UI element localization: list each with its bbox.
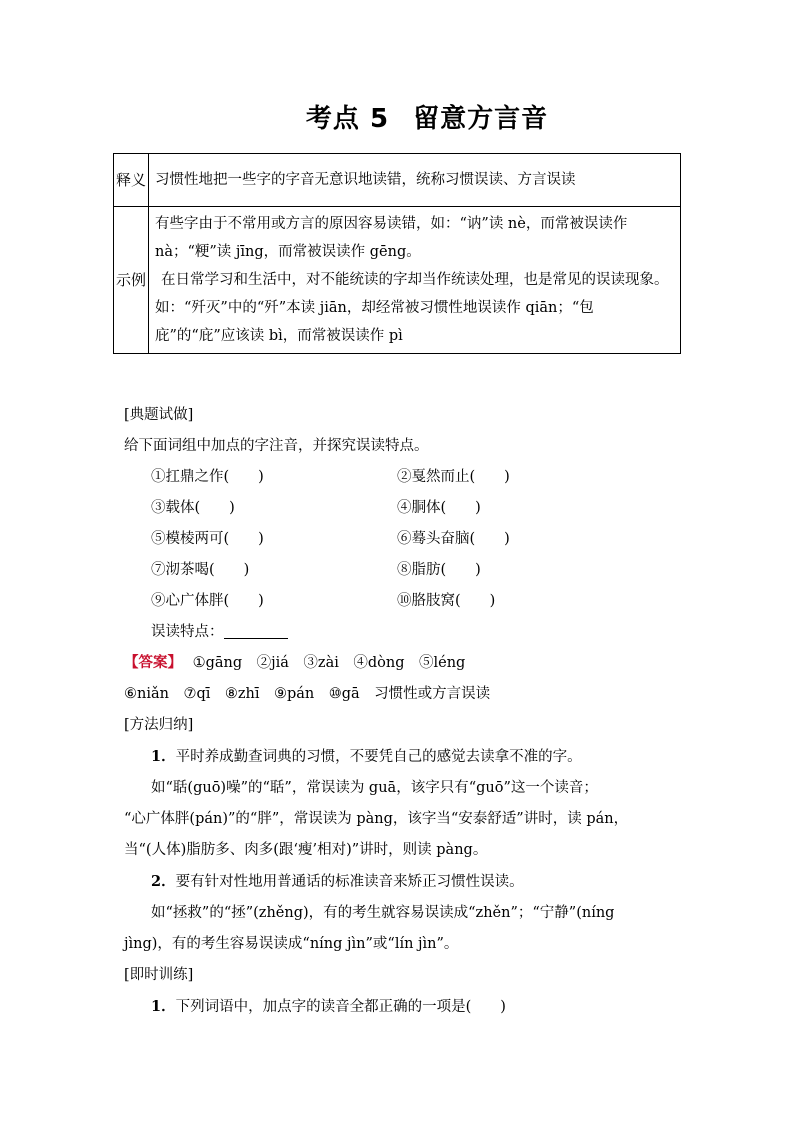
answer-blank[interactable] — [224, 622, 288, 639]
practice-item: ⑨心广体胖( ) — [151, 593, 264, 609]
practice-item: ⑦沏茶喝( ) — [151, 562, 250, 578]
method-point-1-example-2: “心广体胖(pán)”的“胖”，常误读为 pàng，该字当“安泰舒适”讲时，读 pán， — [124, 811, 629, 827]
practice-item: ⑥蓦头奋脑( ) — [397, 531, 510, 547]
feature-line — [124, 617, 684, 648]
definition-body: 习惯性地把一些字的字音无意识地读错，统称习惯误读、方言误读 — [155, 172, 576, 188]
method-point-1-number: 1． — [151, 748, 176, 765]
practice-row — [124, 524, 684, 555]
practice-row — [124, 586, 684, 617]
practice-item: ⑧脂肪( ) — [397, 562, 481, 578]
practice-item: ②戛然而止( ) — [397, 469, 510, 485]
drill-question-1-text: 下列词语中，加点字的读音全都正确的一项是( ) — [175, 999, 506, 1015]
title-part1: 考点 5 — [305, 104, 390, 134]
title-part2: 留意方言音 — [413, 104, 549, 134]
example-row — [114, 207, 681, 354]
method-heading: [方法归纳] — [124, 717, 194, 733]
practice-item: ③载体( ) — [151, 500, 235, 516]
feature-label: 误读特点： — [151, 624, 224, 640]
drill-heading: [即时训练] — [124, 967, 194, 983]
method-point-1-example-1: 如“聒(guō)噪”的“聒”，常误读为 guā，该字只有“guō”这一个读音； — [151, 780, 598, 796]
answer-line-2: ⑥niǎn ⑦qī ⑧zhī ⑨pán ⑩gā 习惯性或方言误读 — [124, 686, 491, 702]
example-text — [149, 207, 681, 354]
example-paragraph-2: 在日常学习和生活中，对不能统读的字却当作统读处理，也是常见的误读现象。如：“歼灭”中的“歼”本读 jiān，却经常被习惯性地误读作 qiān；“包庇”的“庇”应该读 bì，而常被误读作 pì — [155, 272, 669, 344]
definition-row — [114, 154, 681, 207]
answer-line-1 — [124, 648, 684, 679]
definition-text — [149, 154, 681, 207]
example-paragraph-1: 有些字由于不常用或方言的原因容易读错，如：“讷”读 nè，而常被误读作 nà；“粳”读 jīng，而常被误读作 gēng。 — [155, 216, 628, 260]
method-point-2-example-2: jìng)，有的考生容易误读成“níng jìn”或“lín jìn”。 — [124, 936, 459, 952]
practice-heading: [典题试做] — [124, 407, 194, 423]
definition-label: 释义 — [114, 154, 149, 207]
main-content — [124, 400, 684, 1023]
drill-question-1-number: 1． — [151, 998, 176, 1015]
practice-item: ⑩胳肢窝( ) — [397, 593, 496, 609]
answer-text-1: ①gāng ②jiá ③zài ④dòng ⑤léng — [192, 655, 466, 671]
practice-item: ④胴体( ) — [397, 500, 481, 516]
practice-row — [124, 462, 684, 493]
method-point-2-text: 要有针对性地用普通话的标准读音来矫正习惯性误读。 — [175, 874, 524, 890]
method-point-1-text: 平时养成勤查词典的习惯，不要凭自己的感觉去读拿不准的字。 — [175, 749, 582, 765]
definition-table — [113, 153, 681, 354]
practice-item: ⑤模棱两可( ) — [151, 531, 264, 547]
practice-item: ①扛鼎之作( ) — [151, 469, 264, 485]
method-point-1-example-3: 当“(人体)脂肪多、肉多(跟‘瘦’相对)”讲时，则读 pàng。 — [124, 842, 488, 858]
answer-tag: 【答案】 — [124, 655, 182, 671]
method-point-2-number: 2． — [151, 873, 176, 890]
method-point-2 — [124, 866, 684, 898]
method-point-1 — [124, 741, 684, 773]
practice-instruction: 给下面词组中加点的字注音，并探究误读特点。 — [124, 438, 429, 454]
example-label: 示例 — [114, 207, 149, 354]
practice-row — [124, 493, 684, 524]
practice-row — [124, 555, 684, 586]
page-title — [0, 98, 794, 135]
drill-question-1 — [124, 991, 684, 1023]
method-point-2-example-1: 如“拯救”的“拯”(zhěng)，有的考生就容易误读成“zhěn”；“宁静”(níng — [151, 905, 615, 921]
